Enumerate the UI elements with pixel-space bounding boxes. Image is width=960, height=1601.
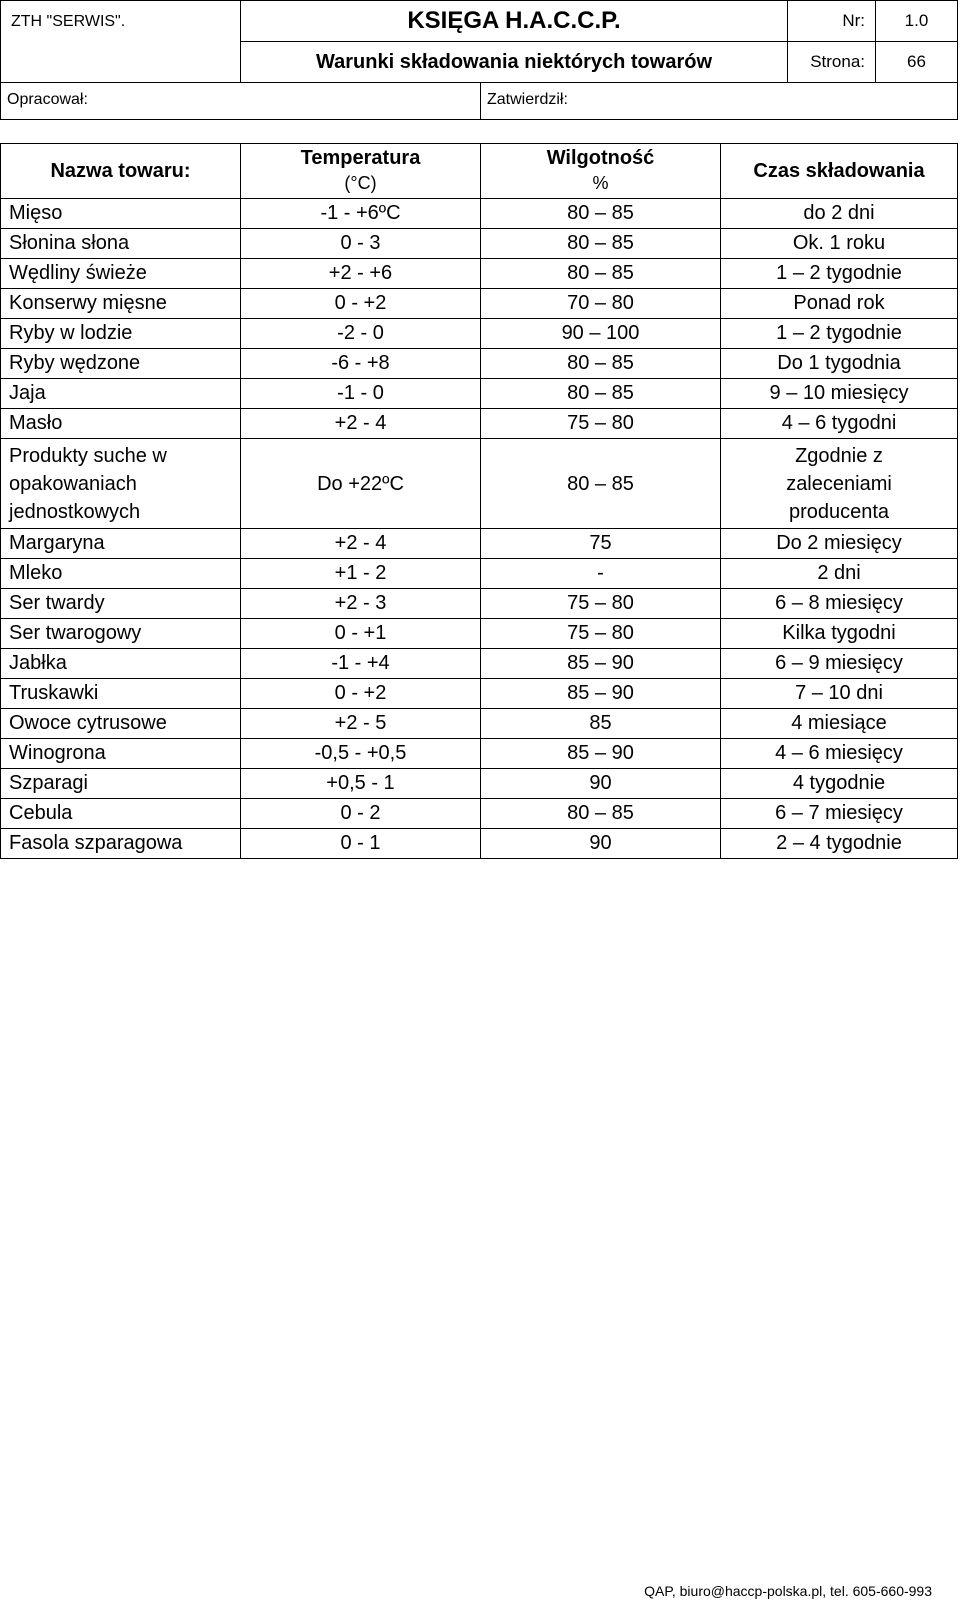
table-row bbox=[1, 409, 958, 439]
storage-conditions-table bbox=[0, 143, 958, 859]
row-temperature: +1 - 2 bbox=[241, 559, 481, 589]
table-row bbox=[1, 829, 958, 859]
table-row bbox=[1, 259, 958, 289]
temperature-unit: (°C) bbox=[344, 173, 377, 193]
table-row bbox=[1, 559, 958, 589]
row-storage-time: 4 tygodnie bbox=[721, 769, 958, 799]
row-temperature: -6 - +8 bbox=[241, 349, 481, 379]
row-name: Ser twardy bbox=[1, 589, 241, 619]
row-name: Jaja bbox=[1, 379, 241, 409]
row-storage-time: 6 – 9 miesięcy bbox=[721, 649, 958, 679]
storage-line: producenta bbox=[788, 500, 890, 523]
row-storage-time: 1 – 2 tygodnie bbox=[721, 319, 958, 349]
row-storage-time: Do 2 miesięcy bbox=[721, 529, 958, 559]
humidity-label: Wilgotność bbox=[546, 147, 655, 169]
row-humidity: 90 bbox=[481, 829, 721, 859]
row-name: Wędliny świeże bbox=[1, 259, 241, 289]
row-temperature: +0,5 - 1 bbox=[241, 769, 481, 799]
table-row bbox=[1, 649, 958, 679]
table-row bbox=[1, 199, 958, 229]
column-header-storage-time: Czas składowania bbox=[721, 144, 958, 199]
row-humidity: 80 – 85 bbox=[481, 229, 721, 259]
row-name: Ryby wędzone bbox=[1, 349, 241, 379]
row-humidity: 85 bbox=[481, 709, 721, 739]
row-humidity: 80 – 85 bbox=[481, 439, 721, 529]
table-body-special bbox=[1, 439, 958, 529]
row-name: Fasola szparagowa bbox=[1, 829, 241, 859]
row-storage-time: 6 – 7 miesięcy bbox=[721, 799, 958, 829]
row-humidity: 80 – 85 bbox=[481, 349, 721, 379]
table-row bbox=[1, 679, 958, 709]
table-row bbox=[1, 739, 958, 769]
nr-value: 1.0 bbox=[876, 1, 958, 42]
name-line: jednostkowych bbox=[9, 500, 141, 523]
row-humidity: 85 – 90 bbox=[481, 739, 721, 769]
row-temperature: 0 - 2 bbox=[241, 799, 481, 829]
row-humidity: 75 – 80 bbox=[481, 619, 721, 649]
row-name: Winogrona bbox=[1, 739, 241, 769]
row-name: Szparagi bbox=[1, 769, 241, 799]
row-temperature: +2 - 5 bbox=[241, 709, 481, 739]
approved-by-label: Zatwierdził: bbox=[481, 82, 958, 119]
table-row bbox=[1, 319, 958, 349]
row-name: Mleko bbox=[1, 559, 241, 589]
row-humidity: 70 – 80 bbox=[481, 289, 721, 319]
row-temperature: -1 - +6ºC bbox=[241, 199, 481, 229]
row-storage-time bbox=[721, 439, 958, 529]
column-header-temperature bbox=[241, 144, 481, 199]
table-row bbox=[1, 799, 958, 829]
row-temperature: -2 - 0 bbox=[241, 319, 481, 349]
table-row bbox=[1, 349, 958, 379]
table-body-bottom bbox=[1, 529, 958, 859]
row-humidity: 90 – 100 bbox=[481, 319, 721, 349]
row-name: Ser twarogowy bbox=[1, 619, 241, 649]
row-storage-time: Kilka tygodni bbox=[721, 619, 958, 649]
table-row-dry-products bbox=[1, 439, 958, 529]
company-name: ZTH "SERWIS". bbox=[1, 1, 241, 83]
row-humidity: - bbox=[481, 559, 721, 589]
footer-contact: QAP, biuro@haccp-polska.pl, tel. 605-660-993 bbox=[644, 1583, 932, 1599]
row-humidity: 90 bbox=[481, 769, 721, 799]
row-storage-time: Do 1 tygodnia bbox=[721, 349, 958, 379]
row-temperature: 0 - 1 bbox=[241, 829, 481, 859]
row-storage-time: Ponad rok bbox=[721, 289, 958, 319]
row-temperature: +2 - +6 bbox=[241, 259, 481, 289]
row-humidity: 75 – 80 bbox=[481, 589, 721, 619]
row-humidity: 85 – 90 bbox=[481, 649, 721, 679]
table-row bbox=[1, 709, 958, 739]
row-name: Jabłka bbox=[1, 649, 241, 679]
row-humidity: 85 – 90 bbox=[481, 679, 721, 709]
row-name: Konserwy mięsne bbox=[1, 289, 241, 319]
row-name: Ryby w lodzie bbox=[1, 319, 241, 349]
row-storage-time: 4 – 6 miesięcy bbox=[721, 739, 958, 769]
row-humidity: 75 bbox=[481, 529, 721, 559]
row-temperature: Do +22ºC bbox=[241, 439, 481, 529]
temperature-label: Temperatura bbox=[300, 147, 421, 169]
row-storage-time: 6 – 8 miesięcy bbox=[721, 589, 958, 619]
book-title: KSIĘGA H.A.C.C.P. bbox=[241, 1, 788, 42]
row-storage-time: 2 – 4 tygodnie bbox=[721, 829, 958, 859]
row-storage-time: 7 – 10 dni bbox=[721, 679, 958, 709]
document-subtitle: Warunki składowania niektórych towarów bbox=[241, 42, 788, 82]
table-row bbox=[1, 589, 958, 619]
row-temperature: +2 - 3 bbox=[241, 589, 481, 619]
row-temperature: +2 - 4 bbox=[241, 409, 481, 439]
row-storage-time: do 2 dni bbox=[721, 199, 958, 229]
row-humidity: 75 – 80 bbox=[481, 409, 721, 439]
table-row bbox=[1, 229, 958, 259]
prepared-by-label: Opracował: bbox=[1, 82, 481, 119]
column-header-name: Nazwa towaru: bbox=[1, 144, 241, 199]
row-name: Truskawki bbox=[1, 679, 241, 709]
row-temperature: -1 - 0 bbox=[241, 379, 481, 409]
row-name: Margaryna bbox=[1, 529, 241, 559]
page-label: Strona: bbox=[788, 42, 876, 82]
row-storage-time: 1 – 2 tygodnie bbox=[721, 259, 958, 289]
row-temperature: +2 - 4 bbox=[241, 529, 481, 559]
row-name: Cebula bbox=[1, 799, 241, 829]
storage-line: Zgodnie z bbox=[795, 444, 883, 467]
row-storage-time: Ok. 1 roku bbox=[721, 229, 958, 259]
row-temperature: 0 - +1 bbox=[241, 619, 481, 649]
row-humidity: 80 – 85 bbox=[481, 379, 721, 409]
storage-line: zaleceniami bbox=[786, 472, 892, 495]
row-humidity: 80 – 85 bbox=[481, 259, 721, 289]
row-temperature: 0 - +2 bbox=[241, 289, 481, 319]
humidity-unit: % bbox=[592, 173, 609, 193]
table-row bbox=[1, 769, 958, 799]
row-name: Słonina słona bbox=[1, 229, 241, 259]
row-name: Owoce cytrusowe bbox=[1, 709, 241, 739]
row-storage-time: 9 – 10 miesięcy bbox=[721, 379, 958, 409]
nr-label: Nr: bbox=[788, 1, 876, 42]
row-temperature: 0 - +2 bbox=[241, 679, 481, 709]
row-storage-time: 4 – 6 tygodni bbox=[721, 409, 958, 439]
row-temperature: 0 - 3 bbox=[241, 229, 481, 259]
row-name-dry-products bbox=[1, 439, 241, 529]
page-number: 66 bbox=[876, 42, 958, 82]
row-name: Masło bbox=[1, 409, 241, 439]
row-storage-time: 2 dni bbox=[721, 559, 958, 589]
row-temperature: -0,5 - +0,5 bbox=[241, 739, 481, 769]
row-storage-time: 4 miesiące bbox=[721, 709, 958, 739]
row-humidity: 80 – 85 bbox=[481, 799, 721, 829]
table-row bbox=[1, 529, 958, 559]
row-temperature: -1 - +4 bbox=[241, 649, 481, 679]
table-row bbox=[1, 289, 958, 319]
column-header-humidity bbox=[481, 144, 721, 199]
table-header-row bbox=[1, 144, 958, 199]
table-row bbox=[1, 379, 958, 409]
name-line: Produkty suche w bbox=[9, 444, 167, 467]
table-body-top bbox=[1, 199, 958, 439]
table-row bbox=[1, 619, 958, 649]
name-line: opakowaniach bbox=[9, 472, 137, 495]
document-header bbox=[0, 0, 958, 120]
row-name: Mięso bbox=[1, 199, 241, 229]
row-humidity: 80 – 85 bbox=[481, 199, 721, 229]
